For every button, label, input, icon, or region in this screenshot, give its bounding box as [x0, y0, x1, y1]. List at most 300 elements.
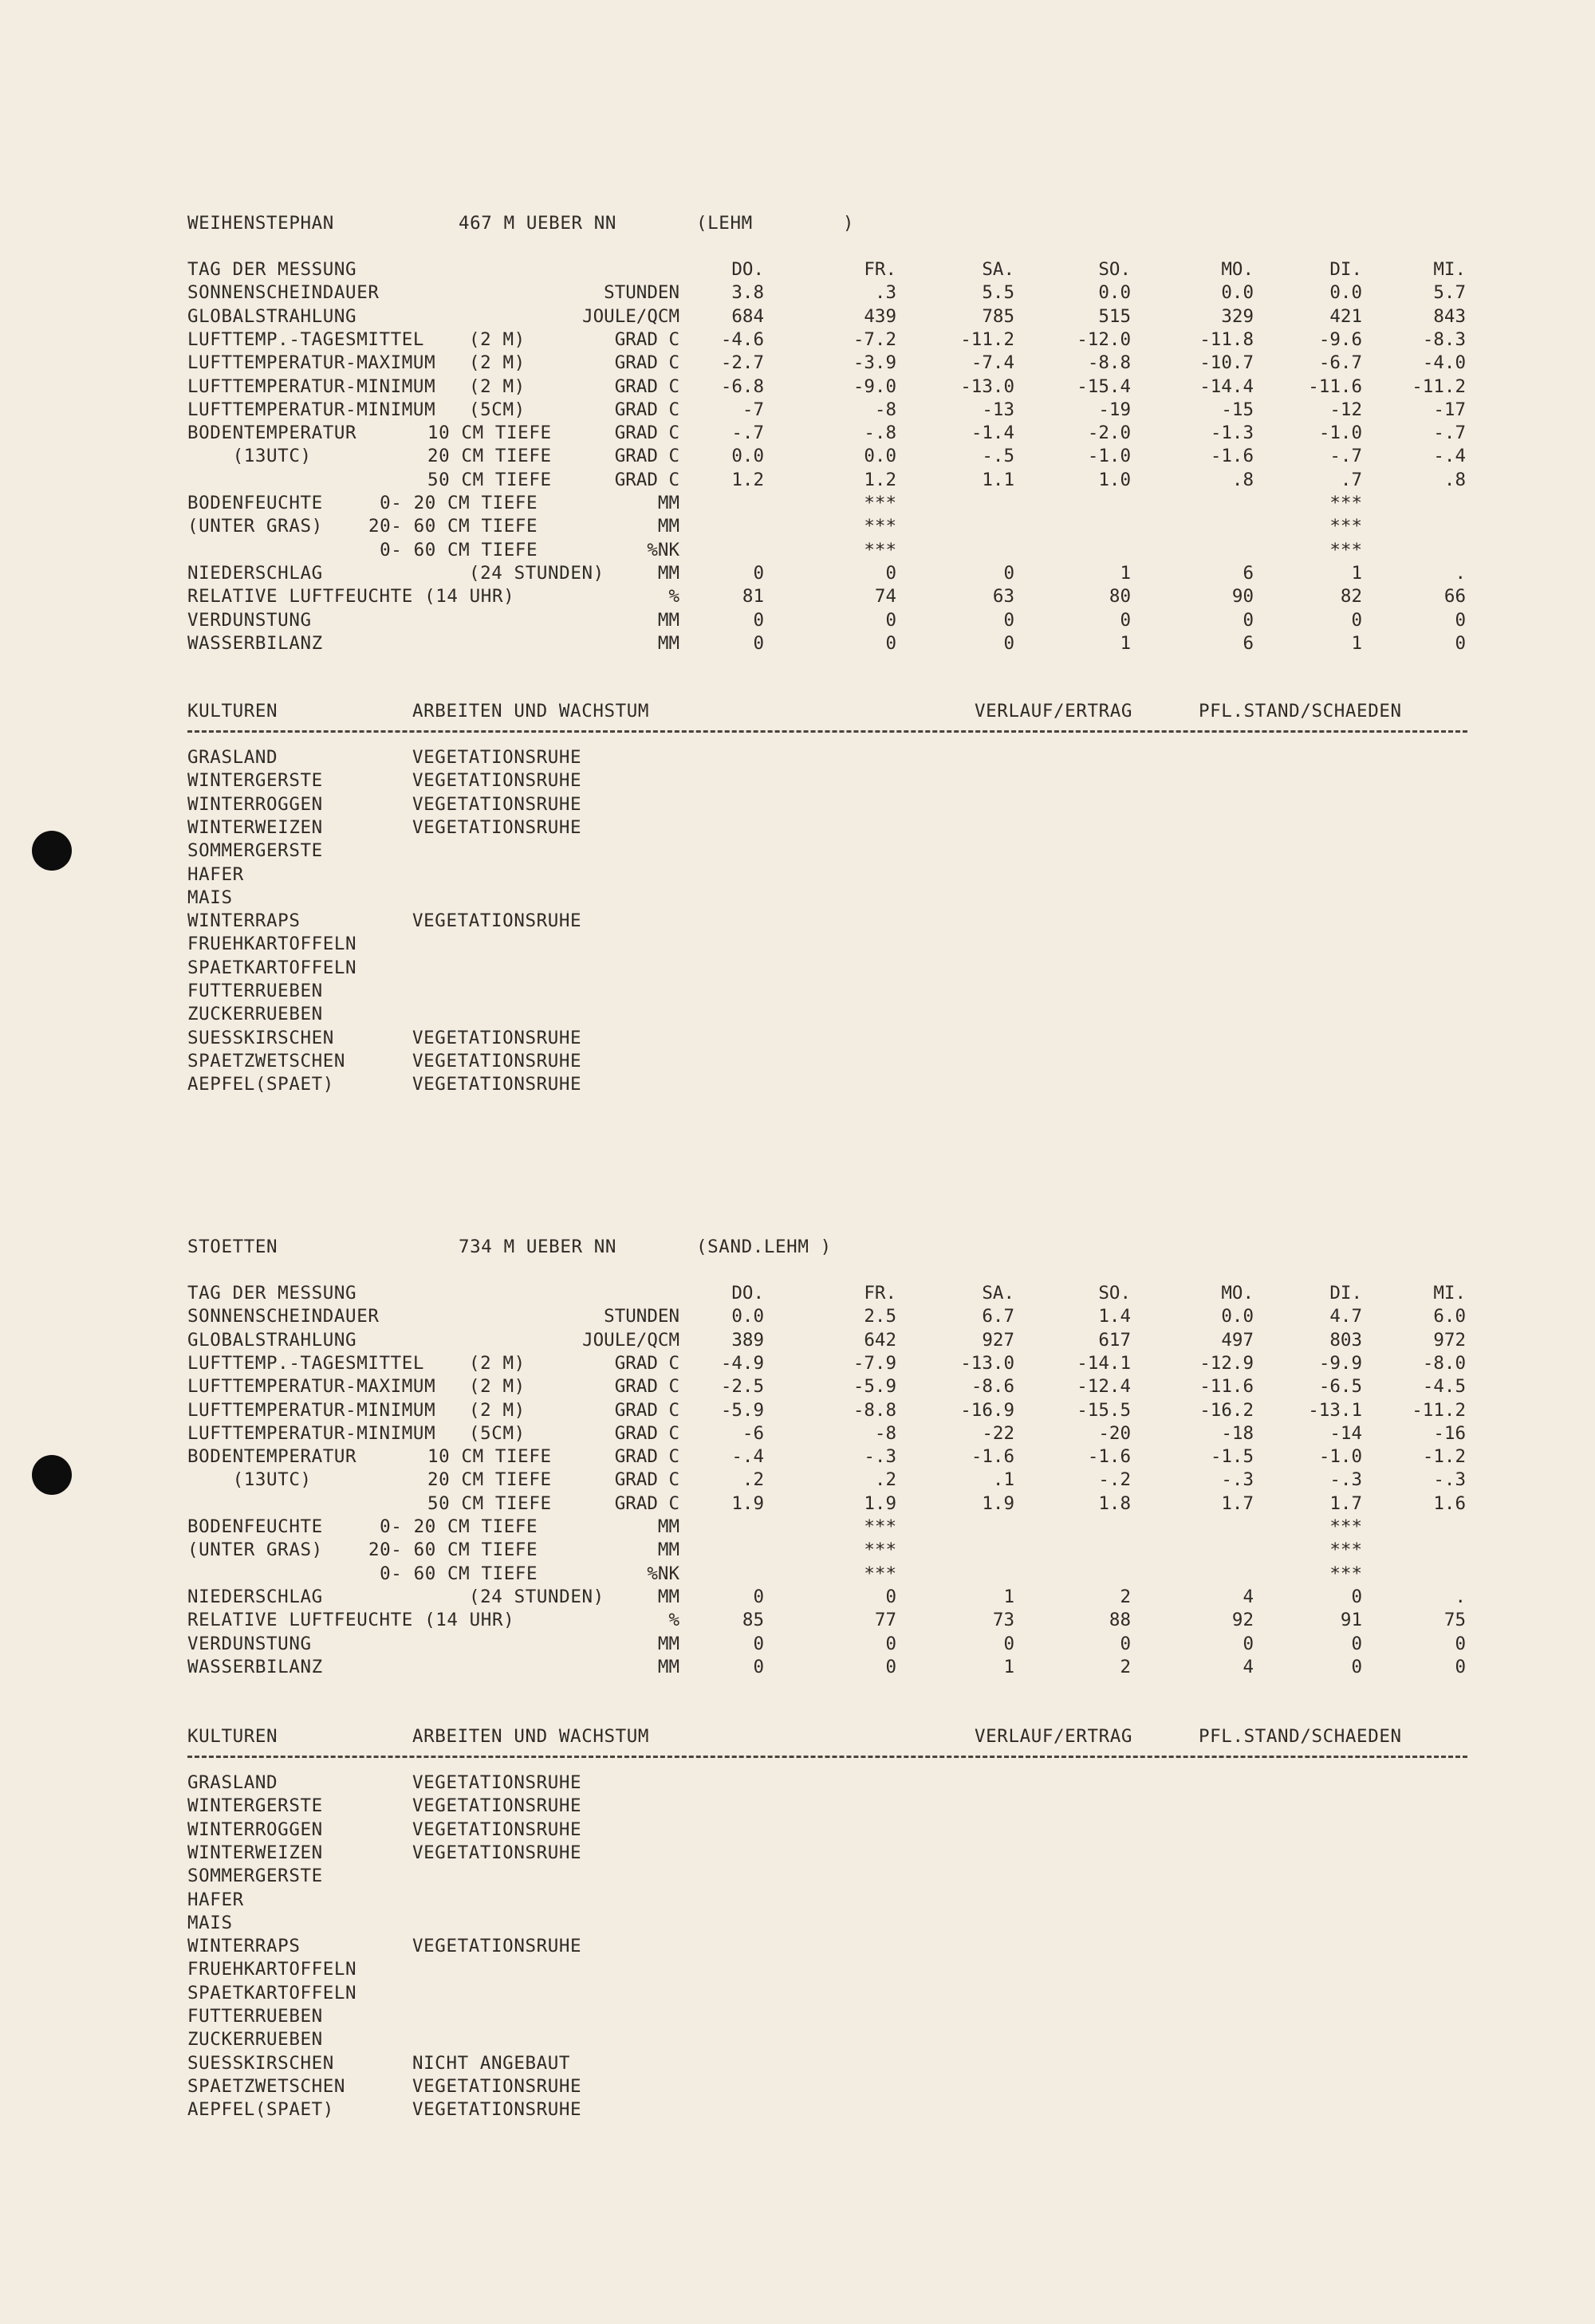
row-label: BODENTEMPERATUR	[187, 1446, 357, 1468]
row-unit: STUNDEN	[604, 282, 679, 304]
data-value: -.2	[1098, 1469, 1131, 1491]
crop-name: MAIS	[187, 1912, 233, 1933]
station-soil: (LEHM )	[696, 213, 855, 234]
data-value: -8.3	[1422, 328, 1466, 350]
station-altitude: 734 M UEBER NN	[459, 1237, 617, 1257]
station-name: WEIHENSTEPHAN	[187, 213, 334, 234]
data-value: -8	[874, 399, 896, 420]
crops-header-arbeiten: ARBEITEN UND WACHSTUM	[412, 701, 650, 722]
data-value: 1.7	[1329, 1492, 1362, 1514]
data-value: 0	[1455, 1656, 1466, 1677]
data-value: 0	[1243, 609, 1254, 631]
data-value: 3.8	[731, 282, 764, 304]
data-value: 0.0	[1329, 282, 1362, 304]
data-value: 642	[864, 1329, 896, 1351]
row-label: (13UTC)	[187, 446, 312, 467]
data-value: -.3	[864, 1446, 896, 1468]
row-label: (UNTER GRAS)	[187, 1540, 323, 1561]
crop-name: AEPFEL(SPAET)	[187, 1074, 334, 1095]
data-value: 0.0	[731, 446, 764, 467]
data-value: 0.0	[731, 1306, 764, 1327]
data-value: 0	[1455, 632, 1466, 654]
data-value: 389	[731, 1329, 764, 1351]
data-value: -1.5	[1210, 1446, 1254, 1468]
data-value: -16	[1433, 1422, 1466, 1444]
data-value: 1	[1003, 1656, 1014, 1677]
day-header: FR.	[864, 259, 896, 280]
row-unit: GRAD C	[614, 423, 679, 444]
data-value: -11.6	[1308, 376, 1362, 397]
row-sublabel: 0- 60 CM TIEFE	[368, 1563, 538, 1584]
day-header: FR.	[864, 1283, 896, 1304]
row-sublabel: (24 STUNDEN)	[469, 562, 605, 584]
data-value: 617	[1098, 1329, 1131, 1351]
data-value: -7	[742, 399, 764, 420]
crop-name: SPAETZWETSCHEN	[187, 2075, 346, 2097]
row-sublabel: (2 M)	[469, 352, 526, 374]
data-value: 1.2	[731, 469, 764, 490]
data-value: -9.0	[853, 376, 896, 397]
row-sublabel: 50 CM TIEFE	[427, 469, 552, 490]
row-unit: JOULE/QCM	[582, 1329, 679, 1351]
day-header: SA.	[982, 259, 1014, 280]
data-value: 1	[1120, 562, 1131, 584]
data-value: -11.2	[1412, 376, 1466, 397]
crops-header-kulturen: KULTUREN	[187, 701, 278, 722]
data-value: ***	[1329, 1563, 1362, 1584]
data-value: 0	[885, 562, 896, 584]
row-label: LUFTTEMPERATUR-MINIMUM	[187, 1422, 436, 1444]
day-header: MI.	[1433, 1283, 1466, 1304]
data-value: 497	[1221, 1329, 1254, 1351]
crop-status: VEGETATIONSRUHE	[412, 2075, 582, 2097]
data-value: -8.6	[971, 1376, 1014, 1398]
data-value: 80	[1109, 586, 1131, 608]
data-value: -15.4	[1077, 376, 1131, 397]
data-value: -.7	[1433, 423, 1466, 444]
crop-status: VEGETATIONSRUHE	[412, 1027, 582, 1048]
row-label: LUFTTEMPERATUR-MAXIMUM	[187, 352, 436, 374]
row-label: WASSERBILANZ	[187, 632, 323, 654]
data-value: -13.0	[960, 1352, 1014, 1374]
crop-status: NICHT ANGEBAUT	[412, 2052, 571, 2074]
data-value: 439	[864, 305, 896, 327]
day-header: DO.	[731, 1283, 764, 1304]
row-unit: GRAD C	[614, 1376, 679, 1398]
measurement-day-label: TAG DER MESSUNG	[187, 259, 357, 280]
row-unit: GRAD C	[614, 399, 679, 420]
row-sublabel: 0- 20 CM TIEFE	[368, 1516, 538, 1537]
row-sublabel: (2 M)	[469, 376, 526, 397]
data-value: -.7	[1329, 446, 1362, 467]
data-value: 74	[874, 586, 896, 608]
crops-header-pflstand: PFL.STAND/SCHAEDEN	[1199, 1726, 1402, 1747]
data-value: -1.6	[971, 1446, 1014, 1468]
row-unit: MM	[657, 1540, 679, 1561]
row-sublabel: 20- 60 CM TIEFE	[368, 1540, 538, 1561]
day-header: DI.	[1329, 259, 1362, 280]
data-value: -7.4	[971, 352, 1014, 374]
row-unit: GRAD C	[614, 1492, 679, 1514]
data-value: -11.6	[1199, 1376, 1254, 1398]
data-value: 785	[982, 305, 1014, 327]
row-sublabel: (5CM)	[469, 399, 526, 420]
data-value: 927	[982, 1329, 1014, 1351]
row-label: VERDUNSTUNG	[187, 1633, 312, 1654]
crop-name: SUESSKIRSCHEN	[187, 2052, 334, 2074]
row-unit: GRAD C	[614, 469, 679, 490]
data-value: 0	[885, 632, 896, 654]
data-value: 421	[1329, 305, 1362, 327]
data-value: 1.4	[1098, 1306, 1131, 1327]
data-value: -13.0	[960, 376, 1014, 397]
row-unit: GRAD C	[614, 1469, 679, 1491]
data-value: ***	[864, 1516, 896, 1537]
row-unit: GRAD C	[614, 376, 679, 397]
row-label: VERDUNSTUNG	[187, 609, 312, 631]
row-unit: MM	[657, 1516, 679, 1537]
data-value: 0	[1351, 1656, 1362, 1677]
data-value: -1.0	[1087, 446, 1131, 467]
row-sublabel: (2 M)	[469, 1352, 526, 1374]
data-value: -5.9	[720, 1399, 764, 1421]
data-value: -.7	[731, 423, 764, 444]
data-value: -1.3	[1210, 423, 1254, 444]
row-label: LUFTTEMPERATUR-MINIMUM	[187, 376, 436, 397]
data-value: -5.9	[853, 1376, 896, 1398]
crop-name: FRUEHKARTOFFELN	[187, 1959, 357, 1980]
data-value: -1.2	[1422, 1446, 1466, 1468]
data-value: 0	[753, 1633, 764, 1654]
row-label: GLOBALSTRAHLUNG	[187, 305, 357, 327]
crop-name: SPAETKARTOFFELN	[187, 957, 357, 978]
data-value: 4	[1243, 1586, 1254, 1607]
data-value: ***	[1329, 516, 1362, 537]
data-value: 329	[1221, 305, 1254, 327]
data-value: .1	[992, 1469, 1014, 1491]
row-unit: MM	[657, 562, 679, 584]
data-value: 0	[1351, 609, 1362, 631]
data-value: -12	[1329, 399, 1362, 420]
data-value: -11.2	[960, 328, 1014, 350]
data-value: -.4	[1433, 446, 1466, 467]
data-value: 0	[885, 609, 896, 631]
data-value: 63	[992, 586, 1014, 608]
data-value: 90	[1231, 586, 1254, 608]
data-value: 2	[1120, 1656, 1131, 1677]
data-value: -15.5	[1077, 1399, 1131, 1421]
data-value: 0	[1003, 1633, 1014, 1654]
data-value: 82	[1340, 586, 1362, 608]
data-value: -1.0	[1318, 1446, 1362, 1468]
row-label: NIEDERSCHLAG	[187, 1586, 323, 1607]
row-label: LUFTTEMPERATUR-MAXIMUM	[187, 1376, 436, 1398]
row-unit: JOULE/QCM	[582, 305, 679, 327]
data-value: -8.8	[853, 1399, 896, 1421]
data-value: -.8	[864, 423, 896, 444]
crop-name: SUESSKIRSCHEN	[187, 1027, 334, 1048]
crop-name: WINTERWEIZEN	[187, 816, 323, 838]
row-label: RELATIVE LUFTFEUCHTE (14 UHR)	[187, 586, 515, 608]
dashed-divider	[187, 1756, 1467, 1758]
row-label: NIEDERSCHLAG	[187, 562, 323, 584]
row-label: (UNTER GRAS)	[187, 516, 323, 537]
crop-status: VEGETATIONSRUHE	[412, 1074, 582, 1095]
data-value: -11.2	[1412, 1399, 1466, 1421]
data-value: 684	[731, 305, 764, 327]
crop-status: VEGETATIONSRUHE	[412, 2099, 582, 2121]
crop-name: FUTTERRUEBEN	[187, 981, 323, 1001]
data-value: -8.0	[1422, 1352, 1466, 1374]
data-value: -14.4	[1199, 376, 1254, 397]
crop-status: VEGETATIONSRUHE	[412, 1795, 582, 1817]
station-name: STOETTEN	[187, 1237, 278, 1257]
row-unit: STUNDEN	[604, 1306, 679, 1327]
row-sublabel: (5CM)	[469, 1422, 526, 1444]
row-label: LUFTTEMPERATUR-MINIMUM	[187, 399, 436, 420]
row-unit: %NK	[647, 539, 679, 560]
row-sublabel: (24 STUNDEN)	[469, 1586, 605, 1607]
data-value: -18	[1221, 1422, 1254, 1444]
data-value: 6	[1243, 632, 1254, 654]
data-value: 1.1	[982, 469, 1014, 490]
row-label: LUFTTEMP.-TAGESMITTEL	[187, 328, 425, 350]
data-value: -1.0	[1318, 423, 1362, 444]
row-unit: MM	[657, 516, 679, 537]
data-value: 2	[1120, 1586, 1131, 1607]
data-value: 1	[1120, 632, 1131, 654]
data-value: 1.7	[1221, 1492, 1254, 1514]
row-unit: MM	[657, 632, 679, 654]
data-value: 1	[1351, 562, 1362, 584]
data-value: -1.6	[1087, 1446, 1131, 1468]
crop-name: HAFER	[187, 863, 244, 885]
data-value: -12.9	[1199, 1352, 1254, 1374]
crops-header-verlauf: VERLAUF/ERTRAG	[975, 701, 1133, 722]
day-header: MI.	[1433, 259, 1466, 280]
data-value: ***	[1329, 1516, 1362, 1537]
data-value: -17	[1433, 399, 1466, 420]
data-value: -14	[1329, 1422, 1362, 1444]
data-value: 0	[1120, 1633, 1131, 1654]
data-value: 6.0	[1433, 1306, 1466, 1327]
data-value: 1.2	[864, 469, 896, 490]
data-value: 66	[1443, 586, 1466, 608]
data-value: 0.0	[1221, 282, 1254, 304]
data-value: -11.8	[1199, 328, 1254, 350]
data-value: -.3	[1433, 1469, 1466, 1491]
row-label: LUFTTEMPERATUR-MINIMUM	[187, 1399, 436, 1421]
dashed-divider	[187, 730, 1467, 733]
crop-name: HAFER	[187, 1889, 244, 1910]
data-value: 0	[1455, 1633, 1466, 1654]
row-unit: MM	[657, 1586, 679, 1607]
data-value: 0	[753, 1656, 764, 1677]
crop-status: VEGETATIONSRUHE	[412, 1936, 582, 1957]
crop-name: FUTTERRUEBEN	[187, 2006, 323, 2027]
data-value: 75	[1443, 1610, 1466, 1631]
data-value: -13	[982, 399, 1014, 420]
row-label: SONNENSCHEINDAUER	[187, 282, 380, 304]
row-label: SONNENSCHEINDAUER	[187, 1306, 380, 1327]
data-value: 1.8	[1098, 1492, 1131, 1514]
row-unit: GRAD C	[614, 1352, 679, 1374]
data-value: -4.0	[1422, 352, 1466, 374]
day-header: DO.	[731, 259, 764, 280]
crop-name: SPAETZWETSCHEN	[187, 1050, 346, 1072]
row-sublabel: (2 M)	[469, 328, 526, 350]
row-unit: MM	[657, 609, 679, 631]
data-value: -2.0	[1087, 423, 1131, 444]
data-value: 6	[1243, 562, 1254, 584]
crop-name: ZUCKERRUEBEN	[187, 1004, 323, 1025]
crop-status: VEGETATIONSRUHE	[412, 793, 582, 815]
row-unit: %NK	[647, 1563, 679, 1584]
day-header: MO.	[1221, 1283, 1254, 1304]
data-value: 88	[1109, 1610, 1131, 1631]
data-value: -8	[874, 1422, 896, 1444]
crop-status: VEGETATIONSRUHE	[412, 1050, 582, 1072]
day-header: SO.	[1098, 1283, 1131, 1304]
data-value: -1.6	[1210, 446, 1254, 467]
crop-name: SOMMERGERSTE	[187, 1866, 323, 1887]
data-value: 5.7	[1433, 282, 1466, 304]
data-value: -6.8	[720, 376, 764, 397]
measurement-day-label: TAG DER MESSUNG	[187, 1283, 357, 1304]
row-unit: GRAD C	[614, 352, 679, 374]
data-value: -4.9	[720, 1352, 764, 1374]
data-value: -4.5	[1422, 1376, 1466, 1398]
data-value: 1.0	[1098, 469, 1131, 490]
data-value: 92	[1231, 1610, 1254, 1631]
data-value: ***	[1329, 1540, 1362, 1561]
data-value: 4	[1243, 1656, 1254, 1677]
crops-header-pflstand: PFL.STAND/SCHAEDEN	[1199, 701, 1402, 722]
crop-name: AEPFEL(SPAET)	[187, 2099, 334, 2121]
data-value: 5.5	[982, 282, 1014, 304]
data-value: 972	[1433, 1329, 1466, 1351]
crops-header-kulturen: KULTUREN	[187, 1726, 278, 1747]
row-label: BODENFEUCHTE	[187, 493, 323, 513]
crops-header-arbeiten: ARBEITEN UND WACHSTUM	[412, 1726, 650, 1747]
data-value: -16.9	[960, 1399, 1014, 1421]
data-value: 0.0	[1221, 1306, 1254, 1327]
data-value: 2.5	[864, 1306, 896, 1327]
data-value: 0	[885, 1586, 896, 1607]
data-value: -16.2	[1199, 1399, 1254, 1421]
data-value: .8	[1231, 469, 1254, 490]
data-value: 0	[753, 632, 764, 654]
punch-hole-top	[32, 831, 72, 871]
data-value: .7	[1340, 469, 1362, 490]
data-value: 0	[1351, 1586, 1362, 1607]
data-value: ***	[864, 493, 896, 513]
data-value: .3	[874, 282, 896, 304]
data-value: 0	[1351, 1633, 1362, 1654]
data-value: -13.1	[1308, 1399, 1362, 1421]
data-value: -7.2	[853, 328, 896, 350]
data-value: 0	[885, 1656, 896, 1677]
data-value: 0	[1455, 609, 1466, 631]
row-label: LUFTTEMP.-TAGESMITTEL	[187, 1352, 425, 1374]
station-altitude: 467 M UEBER NN	[459, 213, 617, 234]
data-value: 0	[753, 1586, 764, 1607]
row-label: (13UTC)	[187, 1469, 312, 1491]
data-value: 4.7	[1329, 1306, 1362, 1327]
row-unit: %	[668, 1610, 679, 1631]
crop-name: WINTERROGGEN	[187, 793, 323, 815]
crop-status: VEGETATIONSRUHE	[412, 1819, 582, 1840]
data-value: -.4	[731, 1446, 764, 1468]
data-value: 803	[1329, 1329, 1362, 1351]
crop-name: SOMMERGERSTE	[187, 840, 323, 862]
crop-name: ZUCKERRUEBEN	[187, 2029, 323, 2051]
data-value: 81	[742, 586, 764, 608]
row-sublabel: 20 CM TIEFE	[427, 446, 552, 467]
data-value: 843	[1433, 305, 1466, 327]
data-value: -.3	[1329, 1469, 1362, 1491]
row-sublabel: (2 M)	[469, 1376, 526, 1398]
data-value: 1.9	[982, 1492, 1014, 1514]
row-label: BODENTEMPERATUR	[187, 423, 357, 444]
data-value: -.5	[982, 446, 1014, 467]
day-header: SO.	[1098, 259, 1131, 280]
data-value: -1.4	[971, 423, 1014, 444]
crop-name: WINTERGERSTE	[187, 770, 323, 792]
day-header: SA.	[982, 1283, 1014, 1304]
row-unit: %	[668, 586, 679, 608]
data-value: 0.0	[864, 446, 896, 467]
data-value: ***	[864, 1540, 896, 1561]
data-value: 515	[1098, 305, 1131, 327]
data-value: 0.0	[1098, 282, 1131, 304]
data-value: 0	[1243, 1633, 1254, 1654]
crop-name: WINTERWEIZEN	[187, 1842, 323, 1863]
data-value: 73	[992, 1610, 1014, 1631]
row-unit: GRAD C	[614, 328, 679, 350]
crop-name: WINTERROGGEN	[187, 1819, 323, 1840]
data-value: ***	[1329, 493, 1362, 513]
crop-name: SPAETKARTOFFELN	[187, 1982, 357, 2004]
crop-status: VEGETATIONSRUHE	[412, 910, 582, 932]
row-unit: GRAD C	[614, 1446, 679, 1468]
data-value: 1.6	[1433, 1492, 1466, 1514]
data-value: .2	[742, 1469, 764, 1491]
crop-status: VEGETATIONSRUHE	[412, 1772, 582, 1793]
data-value: -9.6	[1318, 328, 1362, 350]
row-label: BODENFEUCHTE	[187, 1516, 323, 1537]
data-value: 1	[1351, 632, 1362, 654]
row-unit: MM	[657, 1656, 679, 1677]
data-value: 0	[1003, 632, 1014, 654]
crop-status: VEGETATIONSRUHE	[412, 770, 582, 792]
data-value: 1.9	[731, 1492, 764, 1514]
data-value: 1	[1003, 1586, 1014, 1607]
data-value: -2.5	[720, 1376, 764, 1398]
data-value: .	[1455, 562, 1466, 584]
data-value: -6.5	[1318, 1376, 1362, 1398]
crop-status: VEGETATIONSRUHE	[412, 747, 582, 768]
crop-name: WINTERRAPS	[187, 1936, 301, 1957]
data-value: .8	[1443, 469, 1466, 490]
crop-name: GRASLAND	[187, 747, 278, 768]
crop-name: FRUEHKARTOFFELN	[187, 934, 357, 955]
data-value: 85	[742, 1610, 764, 1631]
row-sublabel: 0- 20 CM TIEFE	[368, 493, 538, 513]
data-value: 1.9	[864, 1492, 896, 1514]
data-value: -2.7	[720, 352, 764, 374]
data-value: -10.7	[1199, 352, 1254, 374]
